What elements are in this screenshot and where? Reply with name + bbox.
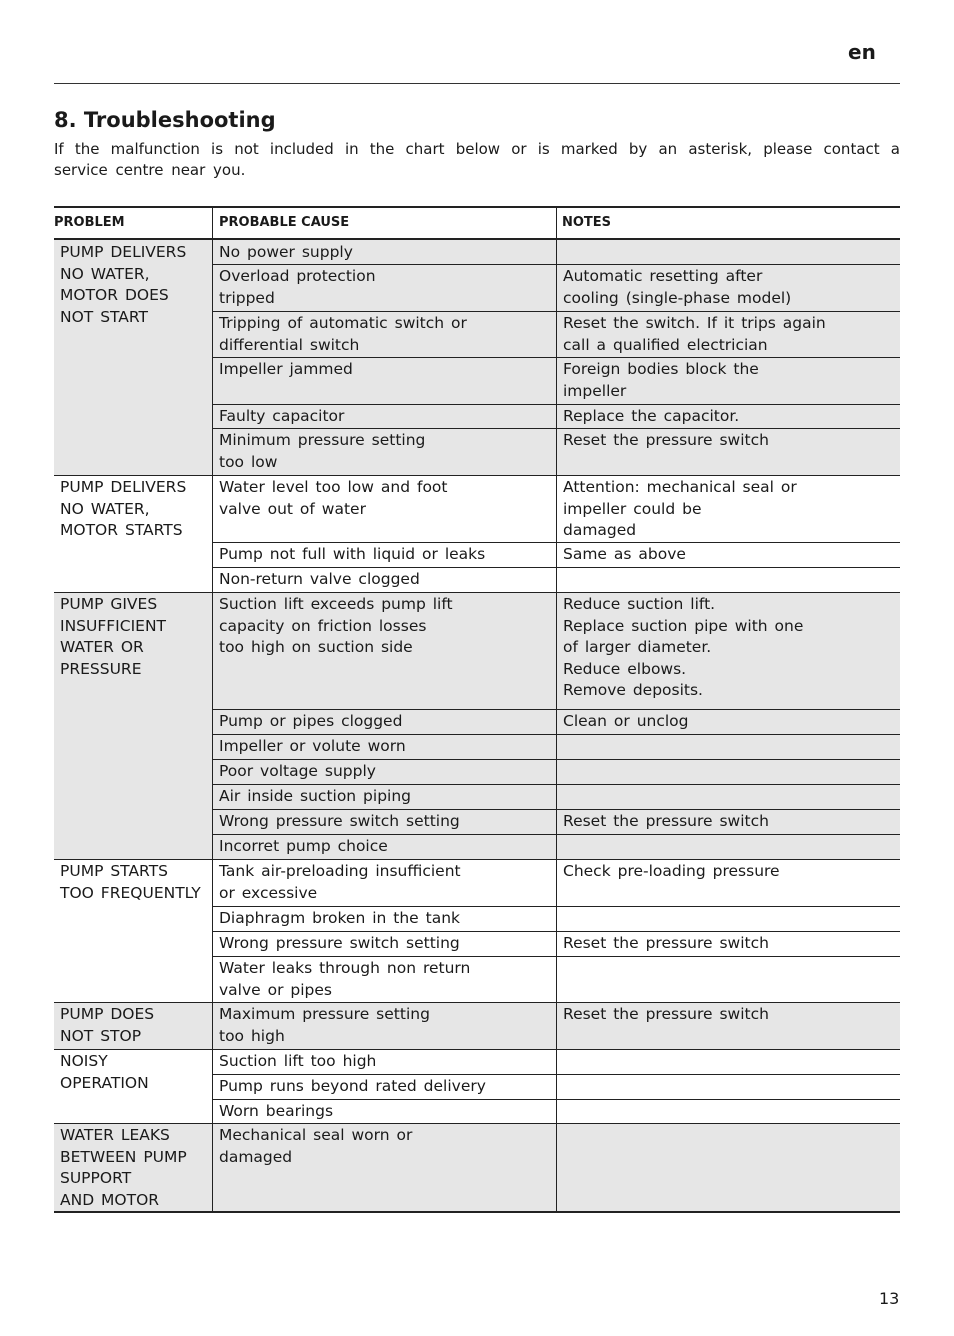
notes-text-line: Check pre-loading pressure xyxy=(563,862,780,880)
cause-text-line: Wrong pressure switch setting xyxy=(219,934,460,952)
cause-text xyxy=(219,1051,376,1073)
cause-text xyxy=(219,761,376,783)
cause-text xyxy=(219,594,453,659)
column-rule xyxy=(556,475,557,592)
row-rule xyxy=(54,859,900,860)
page-number: 13 xyxy=(879,1289,900,1308)
column-rule xyxy=(556,859,557,1002)
problem-text xyxy=(60,1004,154,1047)
cause-text xyxy=(219,569,420,591)
troubleshooting-table xyxy=(54,206,900,1213)
problem-text-line: WATER OR xyxy=(60,638,144,656)
notes-text-line: impeller could be xyxy=(563,499,702,518)
problem-text-line: NO WATER, xyxy=(60,264,150,283)
row-rule xyxy=(54,592,900,593)
notes-text-line: of larger diameter. xyxy=(563,638,712,656)
cause-text xyxy=(219,908,460,930)
cause-text-line: Tank air-preloading insufficient xyxy=(219,862,461,880)
notes-text-line: Automatic resetting after xyxy=(563,267,763,285)
cause-text-line: Incorret pump choice xyxy=(219,837,388,855)
header-notes: NOTES xyxy=(562,215,612,230)
cause-text-line: too high xyxy=(219,1026,285,1045)
column-rule xyxy=(556,592,557,859)
cause-text xyxy=(219,836,388,858)
column-rule xyxy=(556,206,557,240)
column-rule xyxy=(212,859,213,1002)
notes-text xyxy=(563,861,780,883)
notes-text-line: impeller xyxy=(563,381,627,400)
problem-text-line: BETWEEN PUMP xyxy=(60,1147,187,1166)
problem-text xyxy=(60,477,186,542)
problem-text-line: PUMP DELIVERS xyxy=(60,478,187,496)
notes-text-line: Clean or unclog xyxy=(563,712,689,730)
cause-text-line: Tripping of automatic switch or xyxy=(219,314,467,332)
header-probable-cause: PROBABLE CAUSE xyxy=(219,215,350,230)
cause-text-line: Maximum pressure setting xyxy=(219,1005,430,1023)
problem-text-line: PUMP STARTS xyxy=(60,862,168,880)
column-rule xyxy=(212,206,213,240)
notes-text-line: Same as above xyxy=(563,545,686,563)
problem-text-line: PUMP DELIVERS xyxy=(60,243,187,261)
cause-text-line: damaged xyxy=(219,1147,293,1166)
language-code: en xyxy=(848,40,876,64)
notes-text xyxy=(563,594,803,702)
cause-text-line: valve out of water xyxy=(219,499,366,518)
cause-text-line: Poor voltage supply xyxy=(219,762,376,780)
header-problem: PROBLEM xyxy=(54,215,125,230)
problem-text xyxy=(60,1051,149,1094)
problem-text-line: PUMP DOES xyxy=(60,1005,155,1023)
problem-text-line: NO WATER, xyxy=(60,499,150,518)
intro-paragraph: If the malfunction is not included in the chart below or is marked by an asterisk, please contact a service centre near you. xyxy=(54,140,900,179)
notes-text xyxy=(563,430,769,452)
problem-text-line: TOO FREQUENTLY xyxy=(60,883,201,902)
problem-text xyxy=(60,1125,187,1211)
cause-text-line: Diaphragm broken in the tank xyxy=(219,909,460,927)
notes-text-line: Reset the pressure switch xyxy=(563,934,769,952)
notes-text-line: call a qualified electrician xyxy=(563,335,768,354)
cause-text xyxy=(219,736,406,758)
cause-text xyxy=(219,313,467,356)
cause-text-line: or excessive xyxy=(219,883,318,902)
cause-text xyxy=(219,1004,430,1047)
notes-text-line: Reduce elbows. xyxy=(563,659,687,678)
cause-text-line: Minimum pressure setting xyxy=(219,431,426,449)
cause-text-line: Water leaks through non return xyxy=(219,959,471,977)
cause-text-line: capacity on friction losses xyxy=(219,616,427,635)
cause-text-line: Impeller or volute worn xyxy=(219,737,406,755)
notes-text-line: Attention: mechanical seal or xyxy=(563,478,797,496)
cause-text xyxy=(219,406,344,428)
notes-text xyxy=(563,266,791,309)
cause-text-line: Pump not full with liquid or leaks xyxy=(219,545,486,563)
row-rule xyxy=(54,1211,900,1213)
cause-text xyxy=(219,242,353,264)
cause-text-line: Worn bearings xyxy=(219,1102,334,1120)
cause-text-line: Overload protection xyxy=(219,267,376,285)
cause-text-line: Suction lift too high xyxy=(219,1052,377,1070)
problem-text-line: AND MOTOR xyxy=(60,1190,160,1209)
notes-text xyxy=(563,711,689,733)
cause-text-line: Suction lift exceeds pump lift xyxy=(219,595,453,613)
cause-text xyxy=(219,1101,333,1123)
cause-text xyxy=(219,811,460,833)
cause-text-line: No power supply xyxy=(219,243,353,261)
cause-text xyxy=(219,711,402,733)
cause-text-line: Wrong pressure switch setting xyxy=(219,812,460,830)
cause-text xyxy=(219,786,411,808)
cause-text xyxy=(219,861,461,904)
column-rule xyxy=(212,592,213,859)
cause-text xyxy=(219,1125,412,1168)
cause-text-line: Mechanical seal worn or xyxy=(219,1126,413,1144)
column-rule xyxy=(212,240,213,475)
cause-text-line: Air inside suction piping xyxy=(219,787,412,805)
cause-text-line: too low xyxy=(219,452,278,471)
notes-text-line: cooling (single-phase model) xyxy=(563,288,792,307)
row-rule xyxy=(54,1049,900,1050)
problem-text-line: NOT START xyxy=(60,307,149,326)
cause-text xyxy=(219,1076,486,1098)
problem-text xyxy=(60,861,201,904)
row-rule xyxy=(54,1123,900,1124)
notes-text xyxy=(563,1004,769,1026)
problem-text-line: PRESSURE xyxy=(60,659,142,678)
problem-text-line: SUPPORT xyxy=(60,1169,132,1187)
notes-text-line: Reset the pressure switch xyxy=(563,431,769,449)
notes-text xyxy=(563,933,769,955)
problem-text-line: NOT STOP xyxy=(60,1026,142,1045)
header-rule xyxy=(54,83,900,84)
notes-text-line: Reset the pressure switch xyxy=(563,812,769,830)
cause-text-line: Faulty capacitor xyxy=(219,407,345,425)
notes-text-line: Remove deposits. xyxy=(563,681,703,699)
notes-text-line: Replace suction pipe with one xyxy=(563,616,804,635)
column-rule xyxy=(212,1049,213,1123)
column-rule xyxy=(212,1123,213,1211)
column-rule xyxy=(556,1123,557,1211)
cause-text-line: Non-return valve clogged xyxy=(219,570,420,588)
problem-text-line: OPERATION xyxy=(60,1073,149,1092)
row-rule xyxy=(54,475,900,476)
column-rule xyxy=(556,240,557,475)
notes-text-line: Reduce suction lift. xyxy=(563,595,716,613)
problem-text-line: NOISY xyxy=(60,1052,108,1070)
cause-text-line: too high on suction side xyxy=(219,638,413,656)
cause-text-line: Impeller jammed xyxy=(219,360,353,378)
notes-text xyxy=(563,811,769,833)
column-rule xyxy=(212,475,213,592)
notes-text-line: Reset the switch. If it trips again xyxy=(563,314,826,332)
cause-text-line: Water level too low and foot xyxy=(219,478,448,496)
problem-text-line: INSUFFICIENT xyxy=(60,616,167,635)
cause-text xyxy=(219,958,470,1001)
cause-text-line: tripped xyxy=(219,288,275,307)
notes-text xyxy=(563,313,826,356)
problem-text-line: MOTOR DOES xyxy=(60,286,169,304)
notes-text-line: Replace the capacitor. xyxy=(563,407,740,425)
notes-text-line: Foreign bodies block the xyxy=(563,360,759,378)
cause-text-line: Pump runs beyond rated delivery xyxy=(219,1077,486,1095)
problem-text xyxy=(60,242,186,328)
problem-text-line: PUMP GIVES xyxy=(60,595,158,613)
notes-text-line: Reset the pressure switch xyxy=(563,1005,769,1023)
cause-text-line: differential switch xyxy=(219,335,360,354)
row-rule xyxy=(54,1002,900,1003)
cause-text-line: Pump or pipes clogged xyxy=(219,712,403,730)
problem-text xyxy=(60,594,166,680)
cause-text xyxy=(219,477,447,520)
notes-text xyxy=(563,544,686,566)
cause-text xyxy=(219,359,353,381)
notes-text xyxy=(563,359,759,402)
cause-text-line: valve or pipes xyxy=(219,980,332,999)
problem-text-line: WATER LEAKS xyxy=(60,1126,170,1144)
cause-text xyxy=(219,933,460,955)
notes-text xyxy=(563,477,797,542)
notes-text xyxy=(563,406,739,428)
column-rule xyxy=(556,1002,557,1049)
cause-text xyxy=(219,544,485,566)
column-rule xyxy=(556,1049,557,1123)
row-rule xyxy=(54,206,900,208)
notes-text-line: damaged xyxy=(563,521,637,539)
section-title: 8. Troubleshooting xyxy=(54,108,276,132)
problem-text-line: MOTOR STARTS xyxy=(60,521,183,539)
column-rule xyxy=(212,1002,213,1049)
cause-text xyxy=(219,266,376,309)
cause-text xyxy=(219,430,425,473)
